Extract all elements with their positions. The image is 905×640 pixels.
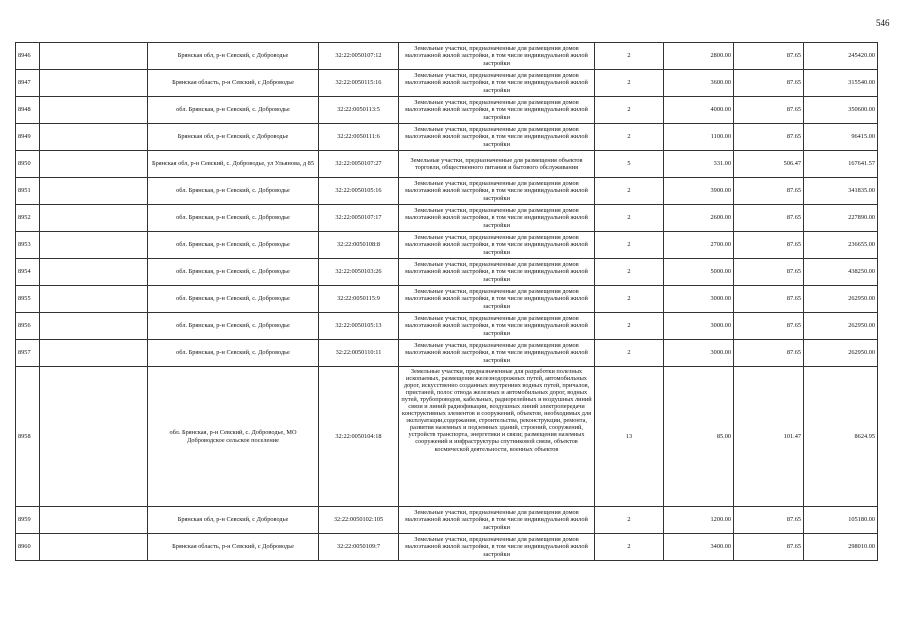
land-use-cell: Земельные участки, предназначенные для размещения домов малоэтажной жилой застройки, в том числе индивидуальной жилой застройки [399, 43, 595, 70]
category-cell: 2 [595, 70, 664, 97]
row-number: 8950 [16, 151, 40, 178]
address-cell: обл. Брянская, р-н Севский, с. Доброводье [148, 232, 319, 259]
row-number: 8951 [16, 178, 40, 205]
table-row [16, 97, 878, 124]
address-cell: Брянская обл, р-н Севский, с Доброводье [148, 507, 319, 534]
address-cell: обл. Брянская, р-н Севский, с. Доброводье [148, 178, 319, 205]
table-row [16, 340, 878, 367]
area-cell: 2700.00 [664, 232, 734, 259]
address-cell: обл. Брянская, р-н Севский, с. Доброводье [148, 259, 319, 286]
row-number: 8947 [16, 70, 40, 97]
land-use-cell: Земельные участки, предназначенные для размещения объектов торговли, общественного питания и бытового обслуживания [399, 151, 595, 178]
area-cell: 1100.00 [664, 124, 734, 151]
cadastral-value-cell: 350600.00 [804, 97, 878, 124]
cadastral-value-cell: 262950.00 [804, 286, 878, 313]
rate-cell: 87.65 [734, 507, 804, 534]
empty-cell [40, 259, 148, 286]
rate-cell: 506.47 [734, 151, 804, 178]
row-number: 8955 [16, 286, 40, 313]
category-cell: 2 [595, 97, 664, 124]
rate-cell: 87.65 [734, 124, 804, 151]
row-number: 8958 [16, 367, 40, 507]
row-number: 8959 [16, 507, 40, 534]
cadastral-number-cell: 32:22:0050104:18 [319, 367, 399, 507]
cadastral-number-cell: 32:22:0050102:105 [319, 507, 399, 534]
address-cell: обл. Брянская, р-н Севский, с. Доброводье [148, 286, 319, 313]
table-row [16, 151, 878, 178]
cadastral-value-cell: 8624.95 [804, 367, 878, 507]
table-row [16, 534, 878, 561]
row-number: 8946 [16, 43, 40, 70]
table-row [16, 507, 878, 534]
row-number: 8957 [16, 340, 40, 367]
empty-cell [40, 313, 148, 340]
table-row [16, 70, 878, 97]
cadastral-value-cell: 438250.00 [804, 259, 878, 286]
rate-cell: 87.65 [734, 259, 804, 286]
row-number: 8956 [16, 313, 40, 340]
cadastral-number-cell: 32:22:0050113:5 [319, 97, 399, 124]
cadastral-number-cell: 32:22:0050107:17 [319, 205, 399, 232]
table-row [16, 286, 878, 313]
page-number: 546 [876, 18, 890, 28]
cadastral-value-cell: 341835.00 [804, 178, 878, 205]
area-cell: 331.00 [664, 151, 734, 178]
cadastral-value-cell: 96415.00 [804, 124, 878, 151]
category-cell: 5 [595, 151, 664, 178]
cadastral-value-cell: 262950.00 [804, 313, 878, 340]
address-cell: Брянская область, р-н Севский, с Доброводье [148, 70, 319, 97]
area-cell: 85.00 [664, 367, 734, 507]
cadastral-number-cell: 32:22:0050108:8 [319, 232, 399, 259]
address-cell: Брянская область, р-н Севский, с Доброводье [148, 534, 319, 561]
land-use-cell: Земельные участки, предназначенные для размещения домов малоэтажной жилой застройки, в том числе индивидуальной жилой застройки [399, 259, 595, 286]
address-cell: Брянская обл, р-н Севский, с. Доброводье, ул Ульянова, д 85 [148, 151, 319, 178]
rate-cell: 87.65 [734, 205, 804, 232]
row-number: 8954 [16, 259, 40, 286]
rate-cell: 87.65 [734, 70, 804, 97]
row-number: 8953 [16, 232, 40, 259]
table-row [16, 124, 878, 151]
land-use-cell: Земельные участки, предназначенные для размещения домов малоэтажной жилой застройки, в том числе индивидуальной жилой застройки [399, 124, 595, 151]
empty-cell [40, 507, 148, 534]
rate-cell: 87.65 [734, 43, 804, 70]
address-cell: Брянская обл, р-н Севский, с Доброводье [148, 124, 319, 151]
empty-cell [40, 151, 148, 178]
cadastral-value-cell: 245420.00 [804, 43, 878, 70]
area-cell: 2800.00 [664, 43, 734, 70]
row-number: 8960 [16, 534, 40, 561]
empty-cell [40, 43, 148, 70]
address-cell: обл. Брянская, р-н Севский, с. Доброводье [148, 313, 319, 340]
table-row [16, 313, 878, 340]
table-row [16, 367, 878, 507]
empty-cell [40, 124, 148, 151]
cadastral-number-cell: 32:22:0050110:11 [319, 340, 399, 367]
land-use-cell: Земельные участки, предназначенные для размещения домов малоэтажной жилой застройки, в том числе индивидуальной жилой застройки [399, 232, 595, 259]
area-cell: 4000.00 [664, 97, 734, 124]
address-cell: обл. Брянская, р-н Севский, с. Доброводье [148, 205, 319, 232]
rate-cell: 87.65 [734, 286, 804, 313]
category-cell: 13 [595, 367, 664, 507]
rate-cell: 87.65 [734, 178, 804, 205]
rate-cell: 87.65 [734, 534, 804, 561]
rate-cell: 101.47 [734, 367, 804, 507]
category-cell: 2 [595, 232, 664, 259]
table-row [16, 178, 878, 205]
empty-cell [40, 534, 148, 561]
empty-cell [40, 367, 148, 507]
land-use-cell: Земельные участки, предназначенные для размещения домов малоэтажной жилой застройки, в том числе индивидуальной жилой застройки [399, 313, 595, 340]
cadastral-value-cell: 167641.57 [804, 151, 878, 178]
table-row [16, 232, 878, 259]
empty-cell [40, 70, 148, 97]
cadastral-value-cell: 315540.00 [804, 70, 878, 97]
empty-cell [40, 178, 148, 205]
category-cell: 2 [595, 340, 664, 367]
land-use-cell: Земельные участки, предназначенные для размещения домов малоэтажной жилой застройки, в том числе индивидуальной жилой застройки [399, 97, 595, 124]
row-number: 8952 [16, 205, 40, 232]
rate-cell: 87.65 [734, 313, 804, 340]
table-row [16, 43, 878, 70]
area-cell: 3900.00 [664, 178, 734, 205]
empty-cell [40, 97, 148, 124]
land-use-cell: Земельные участки, предназначенные для размещения домов малоэтажной жилой застройки, в том числе индивидуальной жилой застройки [399, 507, 595, 534]
empty-cell [40, 286, 148, 313]
area-cell: 1200.00 [664, 507, 734, 534]
cadastral-value-cell: 227890.00 [804, 205, 878, 232]
empty-cell [40, 232, 148, 259]
cadastral-number-cell: 32:22:0050109:7 [319, 534, 399, 561]
cadastral-value-cell: 262950.00 [804, 340, 878, 367]
land-use-cell: Земельные участки, предназначенные для размещения домов малоэтажной жилой застройки, в том числе индивидуальной жилой застройки [399, 286, 595, 313]
row-number: 8949 [16, 124, 40, 151]
address-cell: обл. Брянская, р-н Севский, с. Доброводье, МО Доброводское сельское поселение [148, 367, 319, 507]
category-cell: 2 [595, 534, 664, 561]
address-cell: Брянская обл, р-н Севский, с Доброводье [148, 43, 319, 70]
rate-cell: 87.65 [734, 97, 804, 124]
table-row [16, 259, 878, 286]
category-cell: 2 [595, 313, 664, 340]
cadastral-number-cell: 32:22:0050111:6 [319, 124, 399, 151]
area-cell: 2600.00 [664, 205, 734, 232]
cadastral-number-cell: 32:22:0050107:27 [319, 151, 399, 178]
area-cell: 3600.00 [664, 70, 734, 97]
rate-cell: 87.65 [734, 232, 804, 259]
cadastral-number-cell: 32:22:0050103:26 [319, 259, 399, 286]
area-cell: 3000.00 [664, 286, 734, 313]
cadastral-value-cell: 298010.00 [804, 534, 878, 561]
cadastral-value-cell: 105180.00 [804, 507, 878, 534]
land-use-cell: Земельные участки, предназначенные для размещения домов малоэтажной жилой застройки, в том числе индивидуальной жилой застройки [399, 340, 595, 367]
area-cell: 5000.00 [664, 259, 734, 286]
row-number: 8948 [16, 97, 40, 124]
category-cell: 2 [595, 124, 664, 151]
address-cell: обл. Брянская, р-н Севский, с. Доброводье [148, 340, 319, 367]
table-row [16, 205, 878, 232]
land-use-cell: Земельные участки, предназначенные для размещения домов малоэтажной жилой застройки, в том числе индивидуальной жилой застройки [399, 205, 595, 232]
cadastral-value-cell: 236655.00 [804, 232, 878, 259]
land-use-cell: Земельные участки, предназначенные для разработки полезных ископаемых, размещения железнодорожных путей, автомобильных дорог, искусственно созданных внутренних водных путей, причалов, пристаней, полос отвода железных и автомобильных дорог, водных путей, трубопроводов, кабельных, радиорелейных и воздушных линий связи и линий радиофикации, воздушных линий электропередачи конструктивных элементов и сооружений, объектов, необходимых для эксплуатации,содержания, строительства, реконструкции, ремонта, развития наземных и подземных зданий, строений, сооружений, устройств транспорта, энергетики и связи; размещения наземных сооружений и инфраструктуры спутниковой связи, объектов космической деятельности, военных объектов [399, 367, 595, 507]
category-cell: 2 [595, 507, 664, 534]
area-cell: 3000.00 [664, 340, 734, 367]
land-registry-table [15, 42, 878, 561]
land-use-cell: Земельные участки, предназначенные для размещения домов малоэтажной жилой застройки, в том числе индивидуальной жилой застройки [399, 534, 595, 561]
cadastral-number-cell: 32:22:0050115:16 [319, 70, 399, 97]
cadastral-number-cell: 32:22:0050105:16 [319, 178, 399, 205]
empty-cell [40, 340, 148, 367]
category-cell: 2 [595, 178, 664, 205]
cadastral-number-cell: 32:22:0050107:12 [319, 43, 399, 70]
empty-cell [40, 205, 148, 232]
cadastral-number-cell: 32:22:0050105:13 [319, 313, 399, 340]
category-cell: 2 [595, 43, 664, 70]
area-cell: 3400.00 [664, 534, 734, 561]
address-cell: обл. Брянская, р-н Севский, с. Доброводье [148, 97, 319, 124]
cadastral-number-cell: 32:22:0050115:9 [319, 286, 399, 313]
category-cell: 2 [595, 205, 664, 232]
area-cell: 3000.00 [664, 313, 734, 340]
table-body [16, 43, 878, 561]
land-use-cell: Земельные участки, предназначенные для размещения домов малоэтажной жилой застройки, в том числе индивидуальной жилой застройки [399, 178, 595, 205]
category-cell: 2 [595, 259, 664, 286]
rate-cell: 87.65 [734, 340, 804, 367]
land-use-cell: Земельные участки, предназначенные для размещения домов малоэтажной жилой застройки, в том числе индивидуальной жилой застройки [399, 70, 595, 97]
category-cell: 2 [595, 286, 664, 313]
